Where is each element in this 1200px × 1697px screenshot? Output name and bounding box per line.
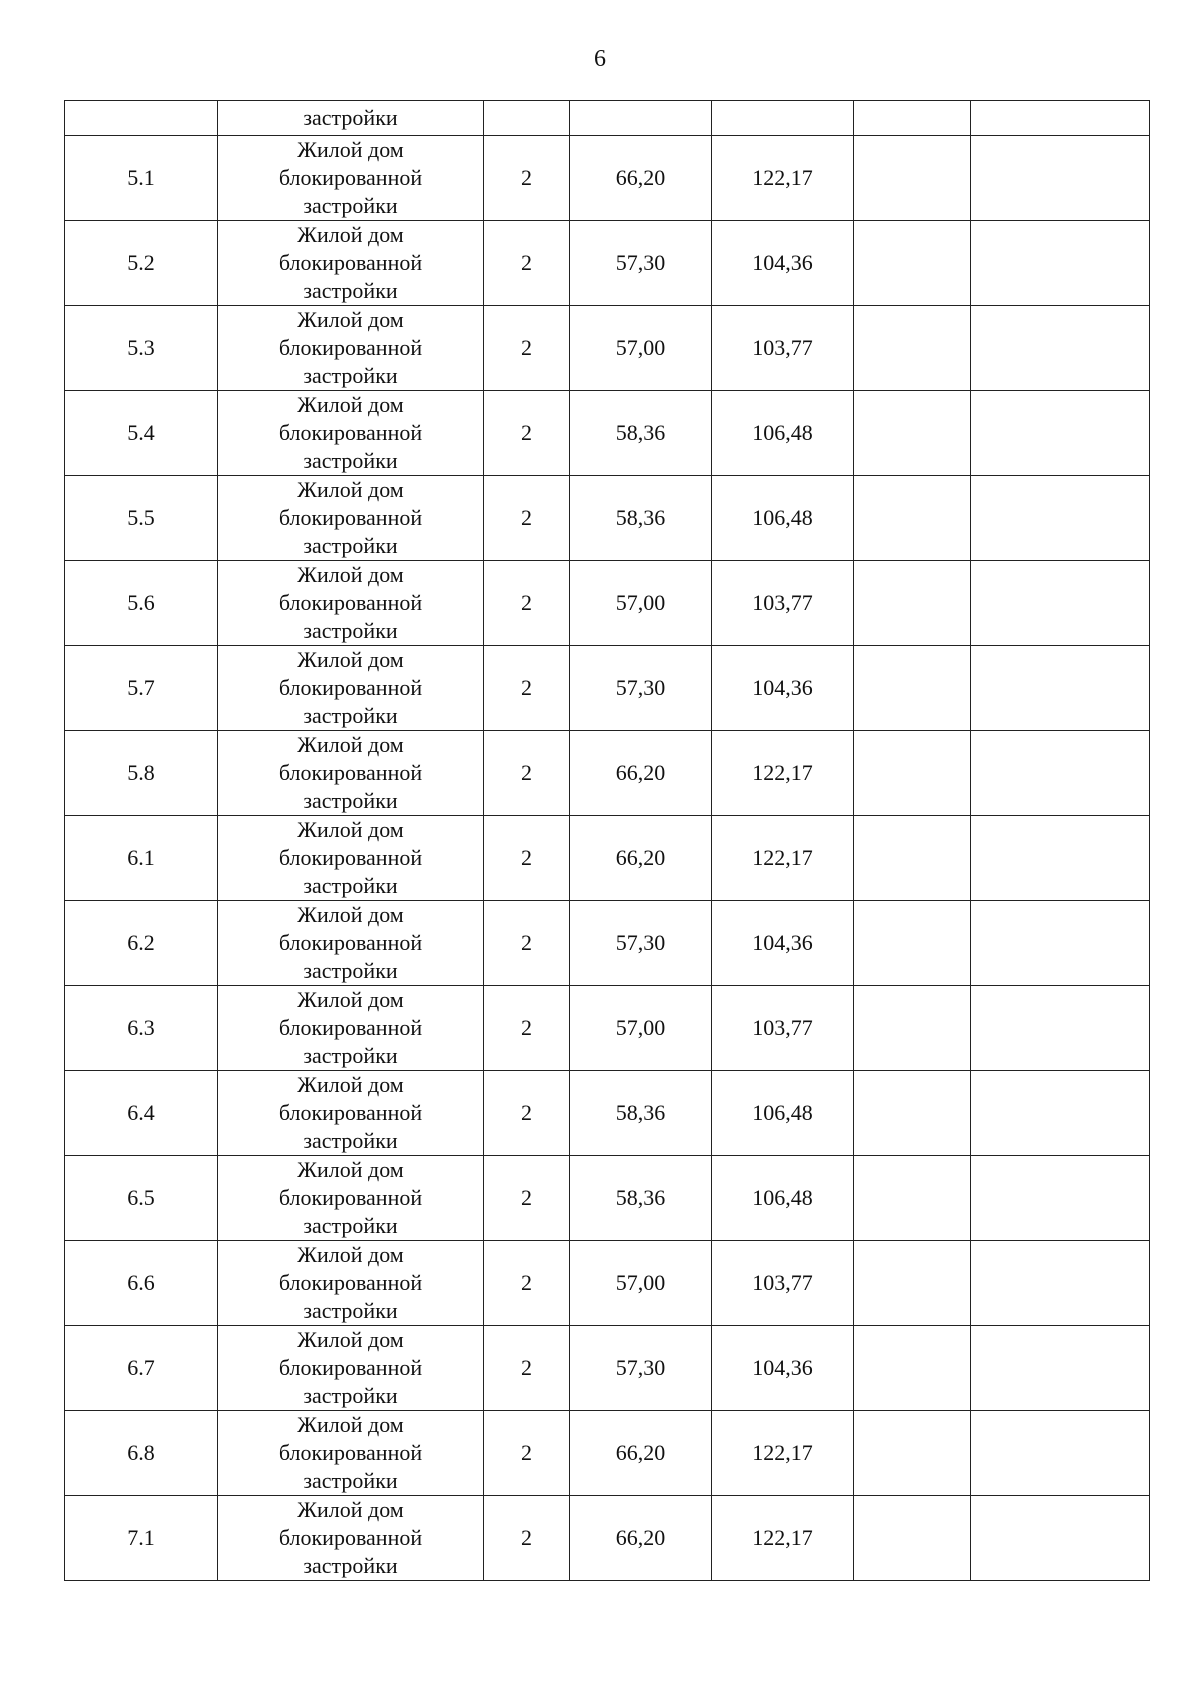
cell-name xyxy=(218,1241,484,1326)
cell-number: 5.5 xyxy=(65,476,218,561)
cell-area-1: 57,00 xyxy=(570,986,712,1071)
cell-name xyxy=(218,391,484,476)
cell-area-1: 66,20 xyxy=(570,816,712,901)
cell-number: 7.1 xyxy=(65,1496,218,1581)
cell-empty-2 xyxy=(971,1156,1150,1241)
cell-number: 6.6 xyxy=(65,1241,218,1326)
table-row xyxy=(65,986,1150,1071)
cell-empty-1 xyxy=(854,731,971,816)
cell-area-2 xyxy=(712,101,854,136)
table-row xyxy=(65,561,1150,646)
cell-area-2: 104,36 xyxy=(712,646,854,731)
table-row xyxy=(65,1326,1150,1411)
cell-number: 6.8 xyxy=(65,1411,218,1496)
cell-empty-2 xyxy=(971,1071,1150,1156)
cell-name-line: блокированной xyxy=(278,1525,423,1550)
cell-empty-2 xyxy=(971,306,1150,391)
cell-empty-2 xyxy=(971,731,1150,816)
cell-empty-2 xyxy=(971,391,1150,476)
cell-name-line: блокированной xyxy=(278,505,423,530)
cell-empty-2 xyxy=(971,136,1150,221)
cell-area-1: 57,00 xyxy=(570,1241,712,1326)
cell-area-1 xyxy=(570,101,712,136)
cell-area-2: 122,17 xyxy=(712,731,854,816)
cell-area-1: 57,30 xyxy=(570,901,712,986)
cell-empty-2 xyxy=(971,1496,1150,1581)
cell-area-1: 57,00 xyxy=(570,306,712,391)
cell-name: застройки xyxy=(218,101,484,136)
cell-name-line: Жилой дом xyxy=(297,1327,404,1352)
cell-floors: 2 xyxy=(484,646,570,731)
cell-empty-2 xyxy=(971,1326,1150,1411)
cell-name-line: застройки xyxy=(303,448,398,473)
cell-empty-2 xyxy=(971,476,1150,561)
cell-empty-1 xyxy=(854,646,971,731)
continuation-row xyxy=(65,101,1150,136)
cell-empty-2 xyxy=(971,561,1150,646)
table-row xyxy=(65,901,1150,986)
cell-empty-2 xyxy=(971,816,1150,901)
cell-floors: 2 xyxy=(484,476,570,561)
cell-name-line: застройки xyxy=(303,278,398,303)
cell-area-2: 106,48 xyxy=(712,476,854,561)
cell-empty-1 xyxy=(854,1241,971,1326)
page-number: 6 xyxy=(594,46,606,72)
cell-number: 6.4 xyxy=(65,1071,218,1156)
cell-name-line: Жилой дом xyxy=(297,1242,404,1267)
cell-number: 6.7 xyxy=(65,1326,218,1411)
cell-area-1: 57,30 xyxy=(570,221,712,306)
cell-number: 5.3 xyxy=(65,306,218,391)
cell-name-line: блокированной xyxy=(278,420,423,445)
cell-area-1: 58,36 xyxy=(570,391,712,476)
cell-name-line: Жилой дом xyxy=(297,732,404,757)
cell-floors: 2 xyxy=(484,306,570,391)
cell-name-line: застройки xyxy=(303,958,398,983)
cell-name-line: Жилой дом xyxy=(297,647,404,672)
cell-name-line: блокированной xyxy=(278,1185,423,1210)
cell-empty-1 xyxy=(854,391,971,476)
table-row xyxy=(65,391,1150,476)
cell-name-line: Жилой дом xyxy=(297,307,404,332)
cell-name xyxy=(218,901,484,986)
cell-empty-1 xyxy=(854,986,971,1071)
cell-name-line: Жилой дом xyxy=(297,137,404,162)
cell-number: 5.4 xyxy=(65,391,218,476)
cell-name-line: застройки xyxy=(303,1298,398,1323)
table-row xyxy=(65,816,1150,901)
cell-name xyxy=(218,1326,484,1411)
cell-floors: 2 xyxy=(484,986,570,1071)
cell-empty-1 xyxy=(854,221,971,306)
cell-empty-2 xyxy=(971,101,1150,136)
cell-area-2: 106,48 xyxy=(712,1071,854,1156)
cell-floors: 2 xyxy=(484,561,570,646)
cell-number: 5.6 xyxy=(65,561,218,646)
table-row xyxy=(65,221,1150,306)
cell-name xyxy=(218,731,484,816)
cell-empty-2 xyxy=(971,1241,1150,1326)
cell-empty-1 xyxy=(854,306,971,391)
cell-area-2: 103,77 xyxy=(712,1241,854,1326)
cell-name-line: блокированной xyxy=(278,250,423,275)
table-row xyxy=(65,1071,1150,1156)
cell-name-line: блокированной xyxy=(278,165,423,190)
table-row xyxy=(65,136,1150,221)
cell-name-line: Жилой дом xyxy=(297,1072,404,1097)
cell-name-line: Жилой дом xyxy=(297,392,404,417)
cell-name-line: застройки xyxy=(303,1383,398,1408)
cell-area-1: 66,20 xyxy=(570,1496,712,1581)
cell-name xyxy=(218,561,484,646)
cell-empty-2 xyxy=(971,221,1150,306)
cell-name-line: Жилой дом xyxy=(297,1497,404,1522)
cell-area-2: 104,36 xyxy=(712,901,854,986)
cell-area-1: 66,20 xyxy=(570,1411,712,1496)
cell-area-1: 66,20 xyxy=(570,136,712,221)
cell-name xyxy=(218,476,484,561)
cell-floors: 2 xyxy=(484,1241,570,1326)
table-row xyxy=(65,1411,1150,1496)
cell-name xyxy=(218,1496,484,1581)
cell-area-1: 66,20 xyxy=(570,731,712,816)
cell-name-line: блокированной xyxy=(278,590,423,615)
cell-name-line: Жилой дом xyxy=(297,222,404,247)
cell-name-line: блокированной xyxy=(278,845,423,870)
cell-floors: 2 xyxy=(484,1071,570,1156)
cell-empty-1 xyxy=(854,136,971,221)
cell-name-line: застройки xyxy=(303,1553,398,1578)
cell-name-line: блокированной xyxy=(278,1355,423,1380)
table-row xyxy=(65,306,1150,391)
cell-area-1: 58,36 xyxy=(570,476,712,561)
cell-name-line: Жилой дом xyxy=(297,562,404,587)
cell-floors: 2 xyxy=(484,1156,570,1241)
cell-empty-1 xyxy=(854,476,971,561)
cell-area-2: 122,17 xyxy=(712,816,854,901)
cell-number: 5.8 xyxy=(65,731,218,816)
cell-floors: 2 xyxy=(484,221,570,306)
table-row xyxy=(65,1241,1150,1326)
cell-floors xyxy=(484,101,570,136)
table-row xyxy=(65,1156,1150,1241)
cell-area-2: 104,36 xyxy=(712,1326,854,1411)
cell-empty-2 xyxy=(971,901,1150,986)
cell-floors: 2 xyxy=(484,136,570,221)
cell-name-line: Жилой дом xyxy=(297,902,404,927)
cell-number: 6.5 xyxy=(65,1156,218,1241)
cell-name-line: застройки xyxy=(303,1213,398,1238)
table-row xyxy=(65,476,1150,561)
cell-area-1: 57,00 xyxy=(570,561,712,646)
cell-name xyxy=(218,306,484,391)
cell-empty-1 xyxy=(854,1326,971,1411)
cell-area-2: 104,36 xyxy=(712,221,854,306)
cell-name-line: застройки xyxy=(303,533,398,558)
table-body xyxy=(65,101,1150,1581)
cell-empty-1 xyxy=(854,1411,971,1496)
cell-area-2: 103,77 xyxy=(712,306,854,391)
cell-number: 5.7 xyxy=(65,646,218,731)
cell-name-line: блокированной xyxy=(278,675,423,700)
table-row xyxy=(65,731,1150,816)
table-row xyxy=(65,646,1150,731)
cell-name-line: блокированной xyxy=(278,1100,423,1125)
cell-empty-2 xyxy=(971,986,1150,1071)
cell-floors: 2 xyxy=(484,1411,570,1496)
cell-name-line: Жилой дом xyxy=(297,987,404,1012)
cell-empty-1 xyxy=(854,816,971,901)
cell-name-line: блокированной xyxy=(278,1270,423,1295)
cell-empty-1 xyxy=(854,1071,971,1156)
cell-number: 5.1 xyxy=(65,136,218,221)
cell-area-2: 103,77 xyxy=(712,986,854,1071)
cell-name-line: застройки xyxy=(303,788,398,813)
cell-floors: 2 xyxy=(484,901,570,986)
cell-name-line: застройки xyxy=(303,1468,398,1493)
cell-empty-2 xyxy=(971,1411,1150,1496)
cell-name xyxy=(218,1071,484,1156)
cell-name-line: Жилой дом xyxy=(297,477,404,502)
cell-name xyxy=(218,646,484,731)
cell-area-2: 122,17 xyxy=(712,1496,854,1581)
cell-name-line: блокированной xyxy=(278,335,423,360)
cell-name xyxy=(218,1411,484,1496)
cell-area-2: 106,48 xyxy=(712,1156,854,1241)
cell-empty-1 xyxy=(854,1496,971,1581)
cell-empty-1 xyxy=(854,901,971,986)
cell-area-2: 106,48 xyxy=(712,391,854,476)
cell-name-line: застройки xyxy=(303,193,398,218)
cell-number: 6.3 xyxy=(65,986,218,1071)
cell-floors: 2 xyxy=(484,391,570,476)
cell-area-1: 58,36 xyxy=(570,1156,712,1241)
cell-name xyxy=(218,1156,484,1241)
cell-name-line: блокированной xyxy=(278,760,423,785)
cell-area-1: 57,30 xyxy=(570,646,712,731)
cell-area-1: 57,30 xyxy=(570,1326,712,1411)
cell-number: 5.2 xyxy=(65,221,218,306)
cell-area-2: 122,17 xyxy=(712,136,854,221)
cell-floors: 2 xyxy=(484,1496,570,1581)
cell-name-line: застройки xyxy=(303,1128,398,1153)
cell-number xyxy=(65,101,218,136)
cell-area-2: 103,77 xyxy=(712,561,854,646)
cell-area-2: 122,17 xyxy=(712,1411,854,1496)
cell-name-line: застройки xyxy=(303,703,398,728)
cell-name-line: Жилой дом xyxy=(297,1157,404,1182)
cell-empty-1 xyxy=(854,1156,971,1241)
cell-name xyxy=(218,136,484,221)
cell-empty-1 xyxy=(854,101,971,136)
cell-name xyxy=(218,986,484,1071)
cell-empty-2 xyxy=(971,646,1150,731)
cell-area-1: 58,36 xyxy=(570,1071,712,1156)
cell-empty-1 xyxy=(854,561,971,646)
cell-name-line: блокированной xyxy=(278,1015,423,1040)
cell-floors: 2 xyxy=(484,1326,570,1411)
cell-name-line: застройки xyxy=(303,1043,398,1068)
cell-floors: 2 xyxy=(484,731,570,816)
cell-name-line: Жилой дом xyxy=(297,1412,404,1437)
cell-name xyxy=(218,816,484,901)
cell-name-line: блокированной xyxy=(278,1440,423,1465)
cell-name xyxy=(218,221,484,306)
cell-name-line: застройки xyxy=(303,873,398,898)
cell-name-line: блокированной xyxy=(278,930,423,955)
cell-floors: 2 xyxy=(484,816,570,901)
table-row xyxy=(65,1496,1150,1581)
cell-name-line: застройки xyxy=(303,363,398,388)
cell-number: 6.2 xyxy=(65,901,218,986)
buildings-table xyxy=(64,100,1150,1581)
cell-name-line: Жилой дом xyxy=(297,817,404,842)
cell-number: 6.1 xyxy=(65,816,218,901)
cell-name-line: застройки xyxy=(303,618,398,643)
